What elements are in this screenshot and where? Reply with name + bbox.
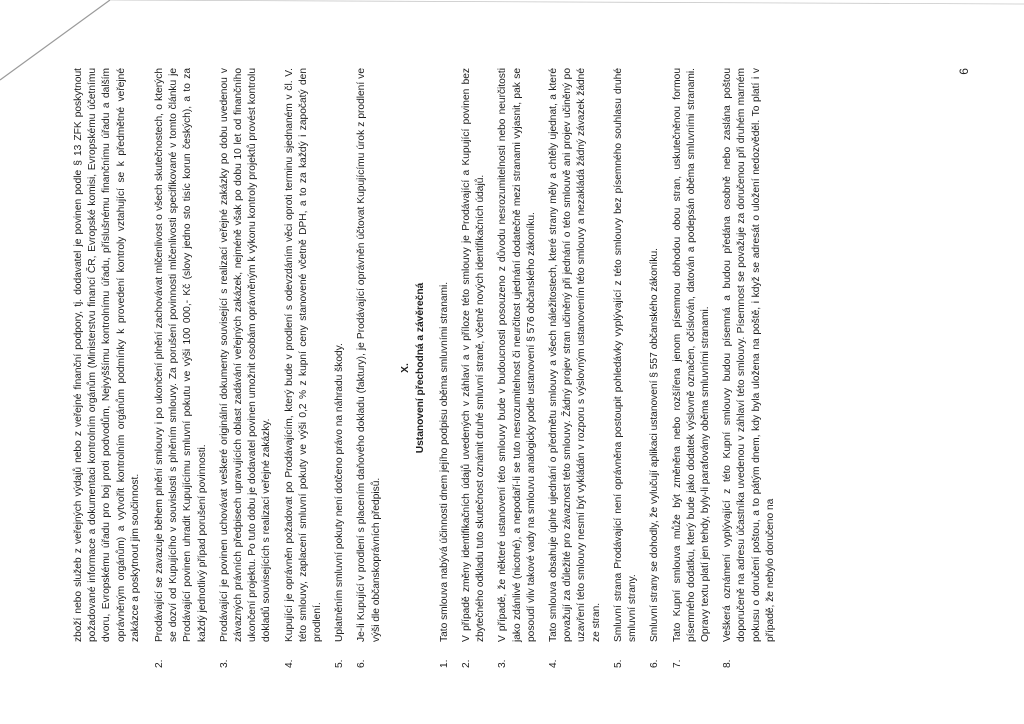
item-text: Prodávající je povinen uchovávat veškeré originální dokumenty související s realizací veřejné zakázky po dobu uvedenou v závazných právních předpisech upravujících oblast zadávání veřejných zakázek, nejméně však po dobu 10 let od finančního ukončení projektu. Po tuto dobu je dodavatel povinen umožnit osobám oprávněným k výkonu kontroly projektů provést kontrolu dokladů souvisejících s realizací veřejné zakázky. <box>218 68 273 642</box>
item-number: 1. <box>438 659 450 668</box>
item-text: Tato smlouva nabývá účinnosti dnem jejího podpisu oběma smluvními stranami. <box>438 281 450 642</box>
item-number: 5. <box>612 659 624 668</box>
list-item <box>612 68 640 668</box>
list-item <box>153 68 210 668</box>
list-item <box>721 68 778 668</box>
item-number: 4. <box>548 659 560 668</box>
item-text: Uplatněním smluvní pokuty není dotčeno právo na náhradu škody. <box>334 343 346 642</box>
item-text: Kupující je oprávněn požadovat po Prodávajícím, který bude v prodlení s odevzdáním věci oproti terminu sjednaném v čl. V. této smlouvy, zaplacení smluvní pokuty ve výši 0,2 % z kupní ceny stanovené včetně DPH, a to za každý i započatý den prodlení. <box>283 68 324 642</box>
item-text: Smluvní strany se dohodly, že vylučují aplikaci ustanovení § 557 občanského zákoníku. <box>649 248 661 642</box>
item-text: Veškerá oznámení vyplývající z této Kupní smlouvy budou písemná a budou předána osobně nebo zaslána poštou doporučeně na adresu účastníka uvedenou v záhlaví této smlouvy. Písemnost se považuje za doručenou při druhém marném pokusu o doručení poštou, a to pátým dnem, kdy byla uložena na poště, i když se adresát o uložení nedozvěděl. To platí i v případě, že nebylo doručeno na <box>722 68 776 642</box>
list-item <box>671 68 714 668</box>
item-text: Smluvní strana Prodávající není oprávněna postoupit pohledávky vyplývající z této smlouvy bez písemného souhlasu druhé smluvní strany. <box>612 68 639 642</box>
list-item <box>333 68 347 668</box>
list-item <box>438 68 452 668</box>
item-text: Prodávající se zavazuje během plnění smlouvy i po ukončení plnění zachovávat mlčenlivost o všech skutečnostech, o kterých se dozví od Kupujícího v souvislosti s plněním smlouvy. Za porušení povinnosti mlčenlivosti specifikované v tomto článku je Prodávající povinen uhradit Kupujícímu smluvní pokutu ve výši 100 000,- Kč (slovy jedno sto tisíc korun českých), a to za každý jednotlivý případ porušení povinnosti. <box>154 68 208 642</box>
item-text: Tato Kupní smlouva může být změněna nebo rozšířena jenom písemnou dohodou obou stran, uskutečněnou formou písemného dodatku, který bude jako dodatek výslovně označen, očíslován, datován a podepsán oběma smluvními stranami. Opravy textu platí jen tehdy, byly-li parafovány oběma smluvními stranami. <box>671 68 711 642</box>
item-number: 4. <box>283 659 295 668</box>
list-item <box>547 68 604 668</box>
document-page <box>72 68 971 668</box>
item-number: 2. <box>461 659 473 668</box>
paragraph-text: zboží nebo služeb z veřejných výdajů nebo z veřejné finanční podpory, tj. dodavatel je povinen podle § 13 ZFK poskytnout požadované informace a dokumentaci kontrolním orgánům (Ministerstvu financí ČR, Evropské komisi, Evropskému účetnímu dvoru, Evropskému úřadu pro boj proti podvodům, Nejvyššímu kontrolnímu úřadu, příslušnému finančnímu úřadu a dalším oprávněným orgánům) a vytvořit kontrolním orgánům podmínky k provedení kontroly vztahující se k předmětné veřejné zakázce a poskytnout jim součinnost. <box>73 68 141 642</box>
item-number: 6. <box>649 659 661 668</box>
item-number: 5. <box>334 659 346 668</box>
item-number: 7. <box>671 659 683 668</box>
list-item <box>496 68 539 668</box>
item-number: 3. <box>218 659 230 668</box>
list-item <box>283 68 326 668</box>
item-number: 2. <box>154 659 166 668</box>
item-number: 8. <box>722 659 734 668</box>
item-text: V případě, že některé ustanovení této smlouvy bude v budoucnosti posouzeno z důvodu nesrozumitelnosti nebo neurčitosti jako zdánlivé (nicotné), a nepodaří-li se tuto nesrozumitelnost či neurčitost ujednání dodatečně mezi stranami vyjasnit, pak se posoudí vliv takové vady na smlouvu analogicky podle ustanovení § 576 občanského zákoníku. <box>497 68 537 642</box>
item-text: Je-li Kupující v prodlení s placením daňového dokladu (faktury), je Prodávající oprávněn účtovat Kupujícímu úrok z prodlení ve výši dle občanskoprávních předpisů. <box>356 68 382 642</box>
item-text: V případě změny identifikačních údajů uvedených v záhlaví a v příloze této smlouvy je Prodávající a Kupující povinen bez zbytečného odkladu tuto skutečnost oznámit druhé smluvní straně, včetně nových identifikačních údajů. <box>461 68 487 642</box>
section-heading <box>398 68 428 668</box>
section-title: Ustanovení přechodná a závěrečná <box>414 282 426 454</box>
page-number: 6 <box>957 68 971 75</box>
list-item <box>460 68 488 668</box>
item-number: 3. <box>497 659 509 668</box>
list-item <box>355 68 383 668</box>
section-ix-continuation <box>72 68 143 668</box>
list-item <box>648 68 662 668</box>
item-text: Tato smlouva obsahuje úplné ujednání o předmětu smlouvy a všech náležitostech, které strany měly a chtěly ujednat, a které považují za důležité pro závaznost této smlouvy. Žádný projev stran učiněný při jednání o této smlouvě ani projev učiněný po uzavření této smlouvy nesmí být vykládán v rozporu s výslovným ustanovením této smlouvy a nezakládá žádný závazek žádné ze stran. <box>548 68 602 642</box>
section-number: X. <box>399 363 411 373</box>
item-number: 6. <box>356 659 368 668</box>
list-item <box>218 68 275 668</box>
